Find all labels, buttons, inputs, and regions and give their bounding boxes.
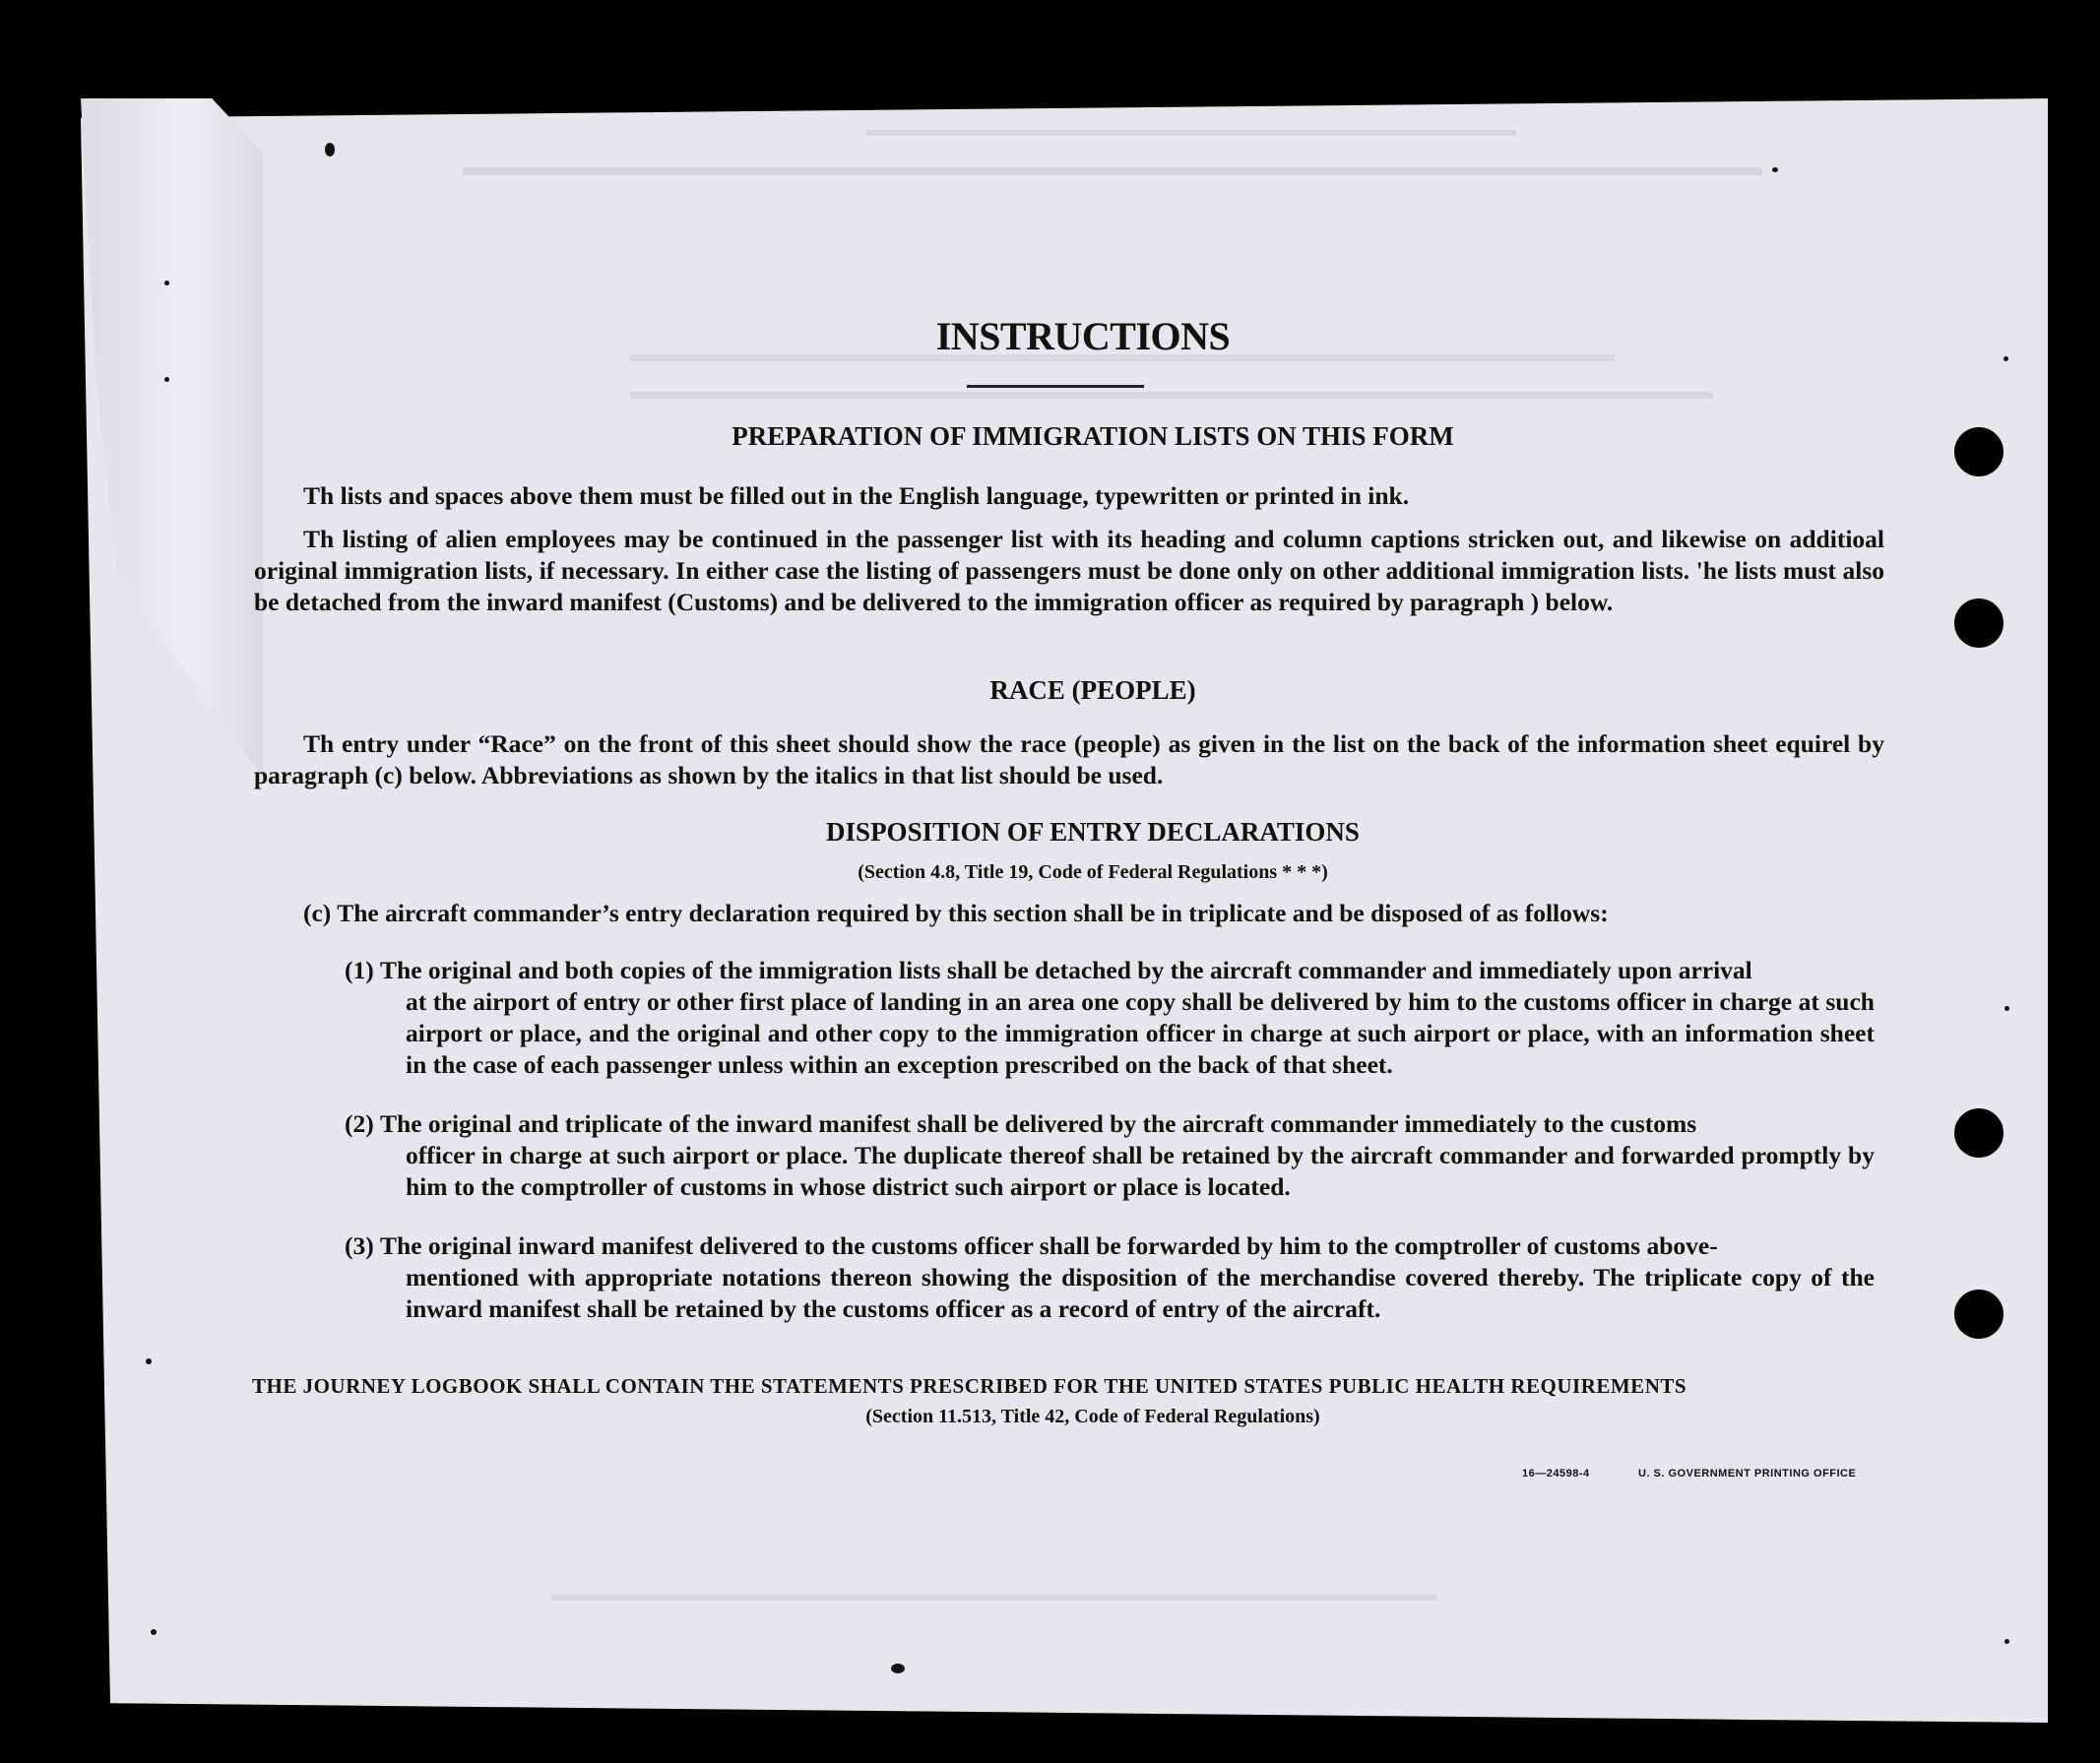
- list-item-first-line: The original inward manifest delivered to the customs officer shall be forwarded by him to the comptroller of customs above-: [380, 1231, 1718, 1260]
- list-item-number: (1): [345, 956, 374, 984]
- punch-hole: [1954, 1290, 2004, 1339]
- speck: [325, 143, 335, 157]
- form-number: 16—24598-4: [1522, 1468, 1590, 1480]
- list-item-first-line: The original and triplicate of the inward manifest shall be delivered by the aircraft commander immediately to the customs: [380, 1109, 1697, 1138]
- speck: [891, 1664, 905, 1673]
- bleed-through-mark: [551, 1595, 1437, 1601]
- paragraph: Th lists and spaces above them must be filled out in the English language, typewritten or printed in ink.: [303, 481, 1410, 510]
- list-item: [345, 1230, 1886, 1329]
- section-heading-race: RACE (PEOPLE): [989, 675, 1196, 705]
- paragraph: Th listing of alien employees may be continued in the passenger list with its heading and column captions stricken out, and likewise on additioal original immigration lists, if necessary. In either case the listing of passengers must be done only on other additional immigration lists. 'he lists must also be detached from the inward manifest (Customs) and be delivered to the immigration officer as required by paragraph ) below.: [254, 525, 1884, 616]
- list-item-number: (2): [345, 1109, 374, 1138]
- section-heading-disposition: DISPOSITION OF ENTRY DECLARATIONS: [826, 817, 1360, 847]
- punch-hole: [1954, 427, 2004, 476]
- list-item-text: at the airport of entry or other first place of landing in an area one copy shall be delivered by him to the customs officer in charge at such airport or place, and the original and other copy to the immigration officer in charge at such airport or place, with an information sheet in the case of each passenger unless within an exception prescribed on the back of that sheet.: [406, 987, 1875, 1079]
- bleed-through-mark: [866, 130, 1516, 136]
- speck: [146, 1358, 152, 1364]
- punch-hole: [1954, 1108, 2004, 1158]
- footer-statement: THE JOURNEY LOGBOOK SHALL CONTAIN THE STATEMENTS PRESCRIBED FOR THE UNITED STATES PUBLIC HEALTH REQUIREMENTS: [252, 1374, 1687, 1398]
- section-citation: (Section 4.8, Title 19, Code of Federal Regulations * * *): [858, 861, 1328, 883]
- bleed-through-mark: [463, 167, 1762, 175]
- page-title: INSTRUCTIONS: [935, 314, 1231, 358]
- title-underline: [967, 385, 1144, 388]
- bleed-through-mark: [630, 392, 1713, 399]
- list-item: [345, 1108, 1886, 1207]
- list-item-number: (3): [345, 1231, 374, 1260]
- list-item-text: mentioned with appropriate notations thereon showing the disposition of the merchandise covered thereby. The triplicate copy of the inward manifest shall be retained by the customs officer as a record of entry of the aircraft.: [406, 1263, 1875, 1323]
- footer-citation: (Section 11.513, Title 42, Code of Federal Regulations): [865, 1406, 1320, 1427]
- speck: [2005, 1006, 2009, 1011]
- speck: [164, 281, 169, 285]
- paragraph-intro: (c) The aircraft commander’s entry declaration required by this section shall be in triplicate and be disposed of as follows:: [303, 899, 1609, 927]
- list-item: [345, 955, 1886, 1083]
- speck: [1772, 167, 1778, 172]
- speck: [2005, 1639, 2009, 1644]
- speck: [2004, 356, 2008, 361]
- list-item-first-line: The original and both copies of the immigration lists shall be detached by the aircraft commander and immediately upon arrival: [380, 956, 1752, 984]
- speck: [151, 1629, 157, 1635]
- paragraph: Th entry under “Race” on the front of this sheet should show the race (people) as given in the list on the back of the information sheet equirel by paragraph (c) below. Abbreviations as shown by the italics in that list should be used.: [254, 729, 1884, 789]
- list-item-text: officer in charge at such airport or place. The duplicate thereof shall be retained by the aircraft commander and forwarded promptly by him to the comptroller of customs in whose district such airport or place is located.: [406, 1141, 1875, 1201]
- printer-imprint: U. S. GOVERNMENT PRINTING OFFICE: [1638, 1468, 1857, 1480]
- punch-hole: [1954, 598, 2004, 648]
- speck: [164, 377, 169, 382]
- section-heading-preparation: PREPARATION OF IMMIGRATION LISTS ON THIS FORM: [732, 421, 1454, 451]
